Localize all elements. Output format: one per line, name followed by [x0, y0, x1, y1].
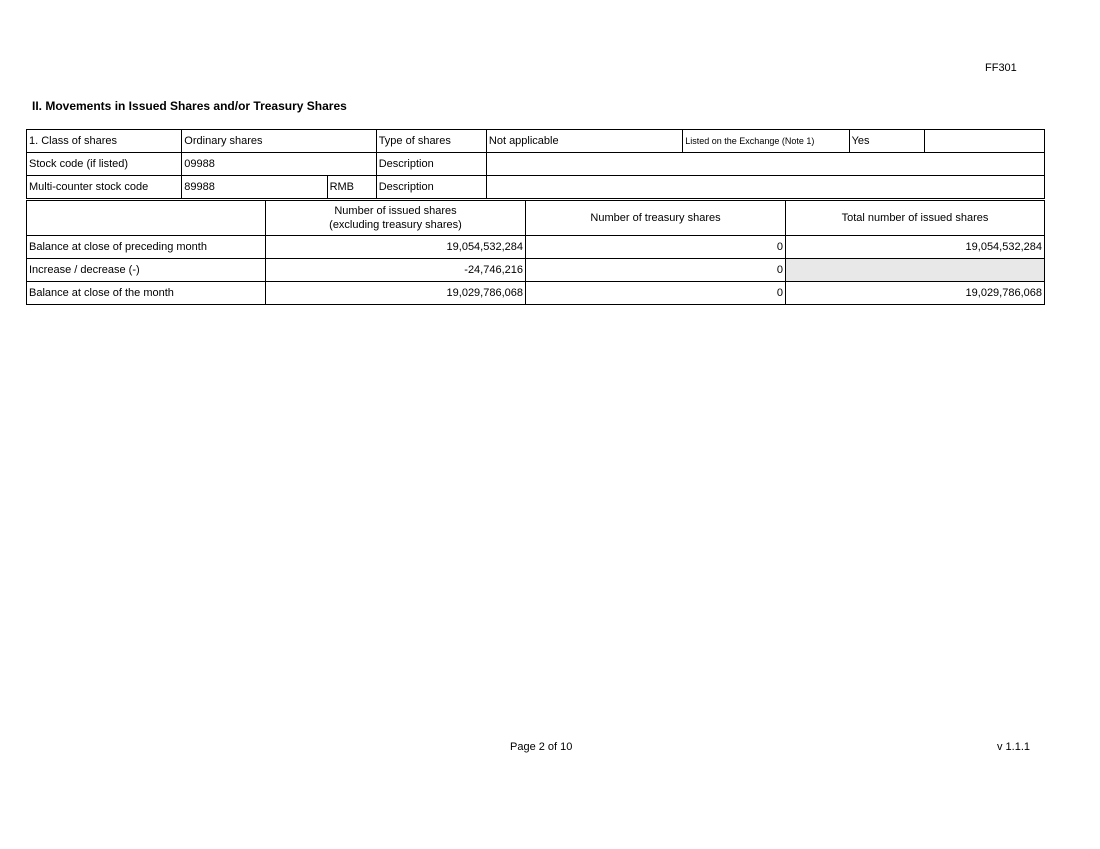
total-issued-value: [786, 259, 1045, 282]
row-label: Balance at close of the month: [27, 282, 266, 305]
listed-on-exchange-label: Listed on the Exchange (Note 1): [683, 130, 849, 153]
blank-cell: [924, 130, 1044, 153]
description-label: Description: [376, 153, 486, 176]
table-row: [27, 236, 1045, 259]
type-of-shares-value: Not applicable: [486, 130, 682, 153]
col-treasury-shares-header: Number of treasury shares: [526, 201, 786, 236]
share-class-row: [27, 130, 1045, 153]
col-issued-shares-header: Number of issued shares (excluding treasury shares): [266, 201, 526, 236]
multi-counter-description-label: Description: [376, 176, 486, 199]
type-of-shares-label: Type of shares: [376, 130, 486, 153]
treasury-shares-value: 0: [526, 236, 786, 259]
treasury-shares-value: 0: [526, 282, 786, 305]
col-total-issued-header: Total number of issued shares: [786, 201, 1045, 236]
multi-counter-value: 89988: [182, 176, 327, 199]
issued-shares-value: -24,746,216: [266, 259, 526, 282]
stock-code-row: [27, 153, 1045, 176]
page-number: Page 2 of 10: [510, 741, 573, 753]
section-title: II. Movements in Issued Shares and/or Treasury Shares: [32, 99, 347, 113]
version-label: v 1.1.1: [997, 741, 1031, 753]
table-row: [27, 282, 1045, 305]
multi-counter-description-value: [486, 176, 1044, 199]
header-blank-cell: [27, 201, 266, 236]
stock-code-value: 09988: [182, 153, 376, 176]
total-issued-value: 19,054,532,284: [786, 236, 1045, 259]
issued-shares-value: 19,054,532,284: [266, 236, 526, 259]
class-of-shares-value: Ordinary shares: [182, 130, 376, 153]
multi-counter-row: [27, 176, 1045, 199]
movements-header-row: [27, 201, 1045, 236]
row-label: Increase / decrease (-): [27, 259, 266, 282]
table-row: [27, 259, 1045, 282]
share-info-table: [26, 129, 1045, 199]
issued-shares-value: 19,029,786,068: [266, 282, 526, 305]
stock-code-label: Stock code (if listed): [27, 153, 182, 176]
movements-table: [26, 200, 1045, 305]
multi-counter-currency: RMB: [327, 176, 376, 199]
treasury-shares-value: 0: [526, 259, 786, 282]
total-issued-value: 19,029,786,068: [786, 282, 1045, 305]
multi-counter-label: Multi-counter stock code: [27, 176, 182, 199]
description-value: [486, 153, 1044, 176]
listed-on-exchange-value: Yes: [849, 130, 924, 153]
form-code: FF301: [985, 62, 1017, 74]
row-label: Balance at close of preceding month: [27, 236, 266, 259]
class-of-shares-label: 1. Class of shares: [27, 130, 182, 153]
